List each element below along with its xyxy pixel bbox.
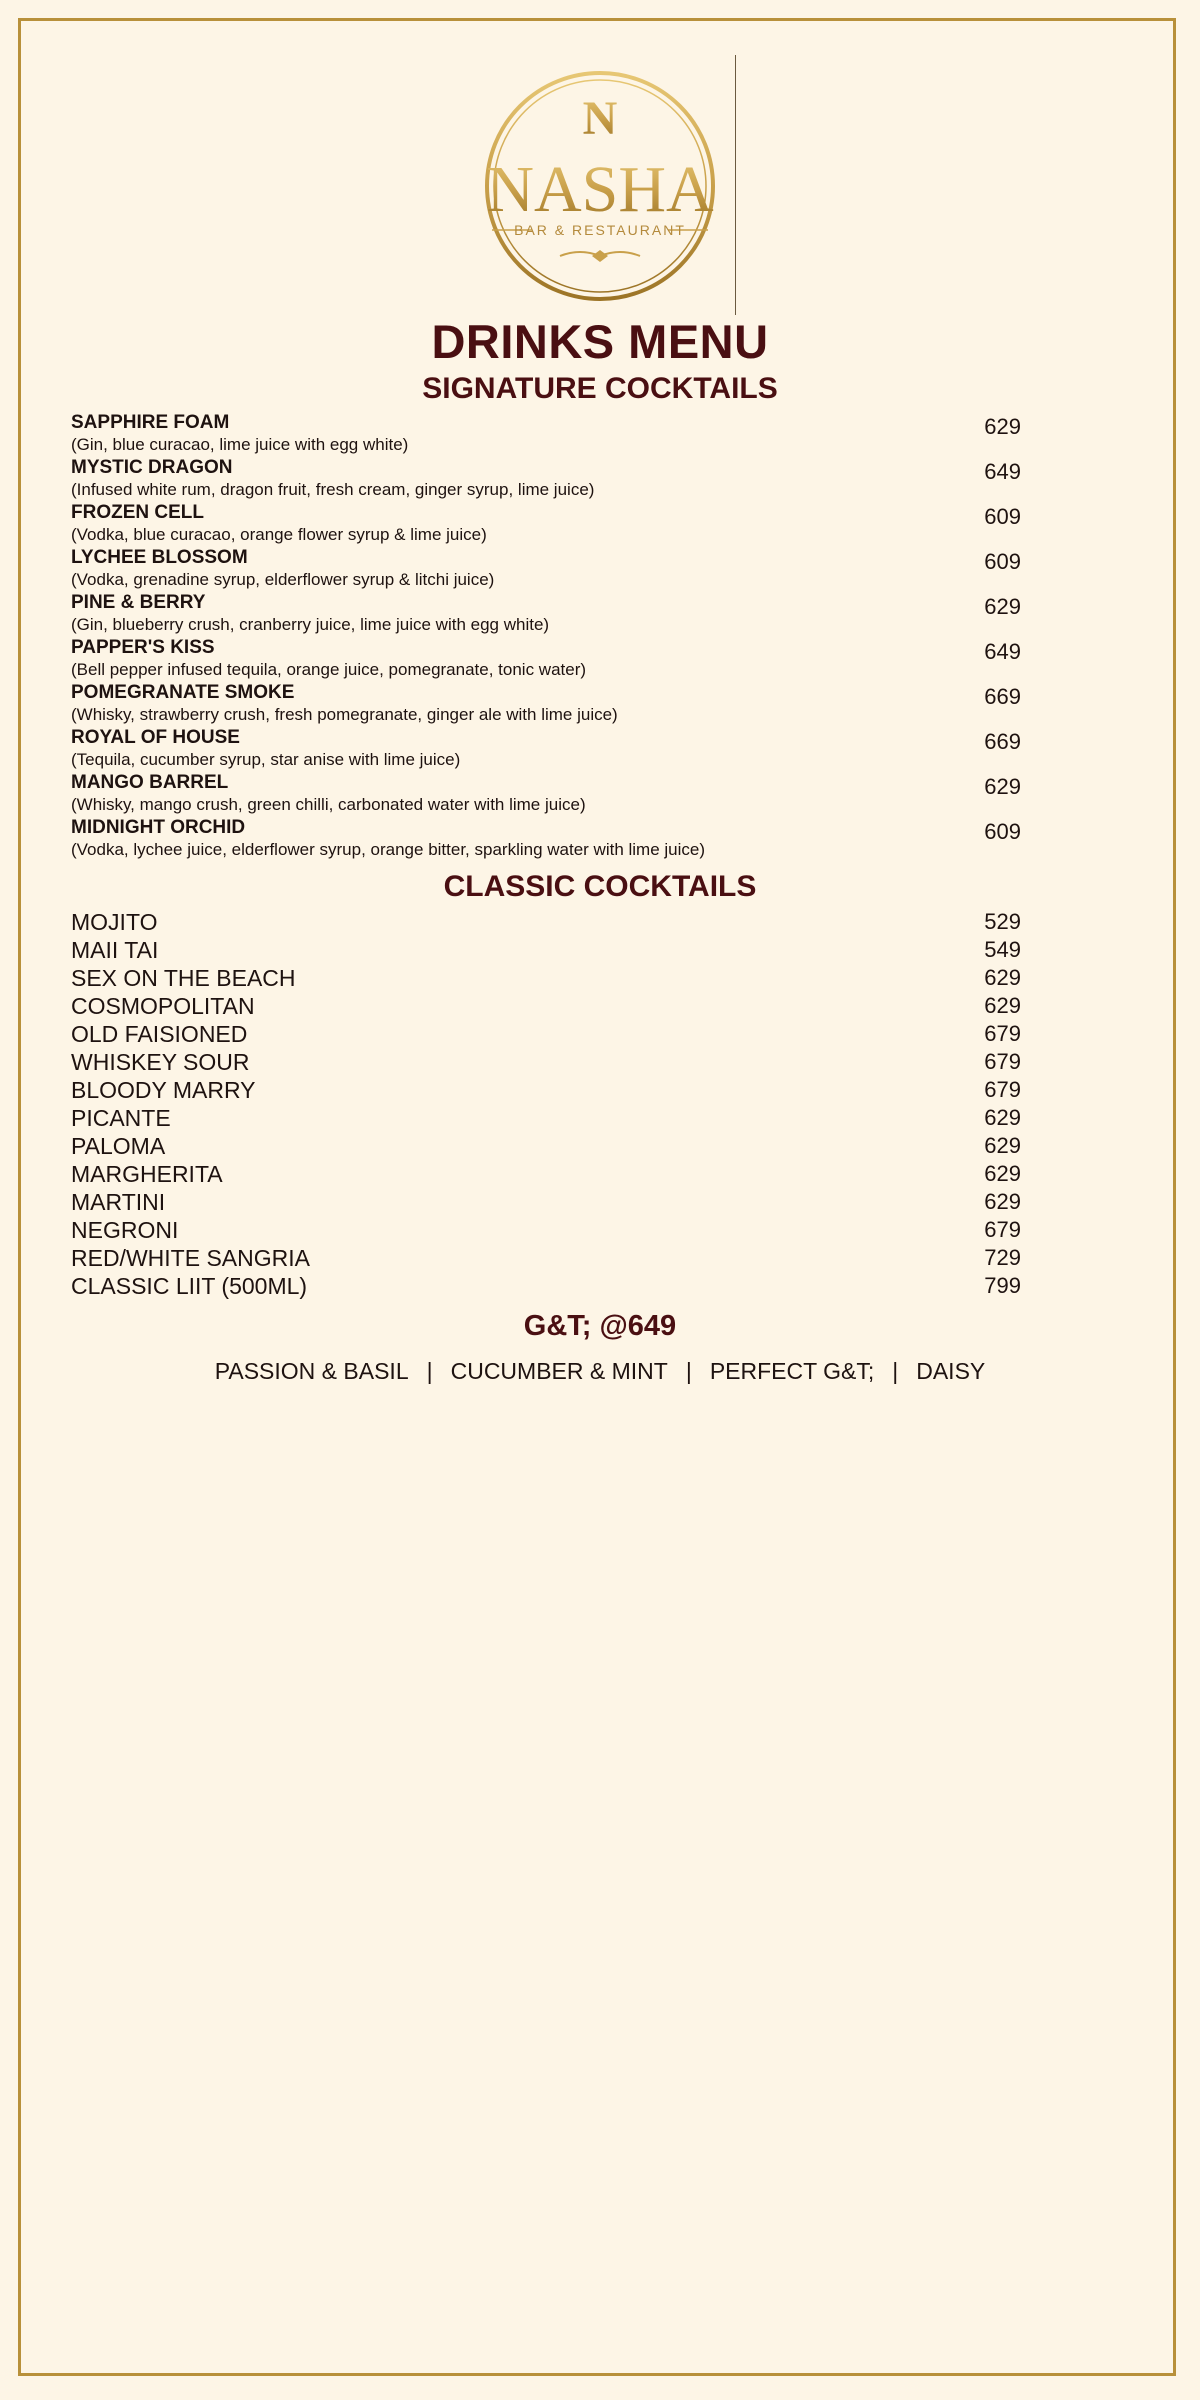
item-name: PALOMA — [71, 1133, 166, 1159]
list-item — [71, 637, 1021, 682]
nasha-logo — [470, 68, 730, 308]
list-item — [71, 1216, 1021, 1244]
gt-options — [0, 1357, 1200, 1385]
gt-option: PERFECT G&T; — [709, 1358, 875, 1384]
gt-option: CUCUMBER & MINT — [450, 1358, 668, 1384]
item-name: WHISKEY SOUR — [71, 1049, 250, 1075]
item-name: SEX ON THE BEACH — [71, 965, 296, 991]
list-item — [71, 1132, 1021, 1160]
item-name: MAII TAI — [71, 937, 159, 963]
list-item — [71, 1104, 1021, 1132]
item-name: RED/WHITE SANGRIA — [71, 1245, 310, 1271]
item-price: 679 — [984, 1077, 1021, 1102]
item-name: MANGO BARREL — [71, 772, 229, 793]
signature-title: SIGNATURE COCKTAILS — [422, 372, 778, 405]
item-price: 629 — [984, 1133, 1021, 1158]
item-description: (Vodka, blue curacao, orange flower syrup & lime juice) — [71, 525, 487, 544]
item-name: BLOODY MARRY — [71, 1077, 256, 1103]
list-item — [71, 1020, 1021, 1048]
item-price: 679 — [984, 1021, 1021, 1046]
item-name: CLASSIC LIIT (500ML) — [71, 1273, 308, 1299]
list-item — [71, 1244, 1021, 1272]
item-name: LYCHEE BLOSSOM — [71, 547, 248, 568]
separator: | — [426, 1358, 433, 1384]
item-price: 649 — [984, 639, 1021, 664]
item-name: OLD FAISIONED — [71, 1021, 248, 1047]
separator: | — [892, 1358, 899, 1384]
list-item — [71, 457, 1021, 502]
item-price: 679 — [984, 1217, 1021, 1242]
item-price: 629 — [984, 1105, 1021, 1130]
list-item — [71, 772, 1021, 817]
list-item — [71, 992, 1021, 1020]
item-description: (Infused white rum, dragon fruit, fresh cream, ginger syrup, lime juice) — [71, 480, 595, 499]
list-item — [71, 502, 1021, 547]
item-name: MYSTIC DRAGON — [71, 457, 233, 478]
item-price: 669 — [984, 684, 1021, 709]
logo-divider — [735, 55, 736, 315]
item-price: 669 — [984, 729, 1021, 754]
logo-tagline: BAR & RESTAURANT — [514, 222, 686, 238]
item-price: 609 — [984, 504, 1021, 529]
list-item — [71, 1076, 1021, 1104]
gt-option: PASSION & BASIL — [214, 1358, 409, 1384]
item-name: POMEGRANATE SMOKE — [71, 682, 295, 703]
item-description: (Bell pepper infused tequila, orange juice, pomegranate, tonic water) — [71, 660, 587, 679]
signature-list — [71, 412, 1021, 862]
item-price: 549 — [984, 937, 1021, 962]
item-price: 629 — [984, 993, 1021, 1018]
list-item — [71, 682, 1021, 727]
list-item — [71, 964, 1021, 992]
logo-wordmark: NASHA — [486, 153, 714, 226]
item-name: NEGRONI — [71, 1217, 179, 1243]
list-item — [71, 1048, 1021, 1076]
list-item — [71, 908, 1021, 936]
item-name: ROYAL OF HOUSE — [71, 727, 240, 748]
item-price: 729 — [984, 1245, 1021, 1270]
item-price: 629 — [984, 965, 1021, 990]
item-price: 629 — [984, 774, 1021, 799]
list-item — [71, 1188, 1021, 1216]
list-item — [71, 936, 1021, 964]
item-description: (Whisky, strawberry crush, fresh pomegranate, ginger ale with lime juice) — [71, 705, 618, 724]
item-description: (Tequila, cucumber syrup, star anise with lime juice) — [71, 750, 461, 769]
item-name: MARGHERITA — [71, 1161, 223, 1187]
list-item — [71, 412, 1021, 457]
item-description: (Vodka, grenadine syrup, elderflower syrup & litchi juice) — [71, 570, 495, 589]
item-name: MARTINI — [71, 1189, 166, 1215]
list-item — [71, 1272, 1021, 1300]
classic-list — [71, 908, 1021, 1300]
item-price: 629 — [984, 414, 1021, 439]
gt-title: G&T; @649 — [523, 1310, 677, 1342]
item-name: PINE & BERRY — [71, 592, 206, 613]
separator: | — [685, 1358, 692, 1384]
item-description: (Gin, blueberry crush, cranberry juice, lime juice with egg white) — [71, 615, 550, 634]
item-price: 679 — [984, 1049, 1021, 1074]
list-item — [71, 1160, 1021, 1188]
item-price: 799 — [984, 1273, 1021, 1298]
item-description: (Whisky, mango crush, green chilli, carbonated water with lime juice) — [71, 795, 586, 814]
item-price: 649 — [984, 459, 1021, 484]
item-price: 629 — [984, 1189, 1021, 1214]
item-description: (Gin, blue curacao, lime juice with egg white) — [71, 435, 409, 454]
item-name: PAPPER'S KISS — [71, 637, 215, 658]
item-name: MOJITO — [71, 909, 158, 935]
item-price: 609 — [984, 549, 1021, 574]
item-price: 609 — [984, 819, 1021, 844]
list-item — [71, 592, 1021, 637]
item-name: SAPPHIRE FOAM — [71, 412, 230, 433]
item-description: (Vodka, lychee juice, elderflower syrup, orange bitter, sparkling water with lime juice) — [71, 840, 706, 859]
menu-title: DRINKS MENU — [431, 315, 769, 368]
item-name: FROZEN CELL — [71, 502, 204, 523]
item-price: 529 — [984, 909, 1021, 934]
list-item — [71, 817, 1021, 862]
item-price: 629 — [984, 1161, 1021, 1186]
item-name: PICANTE — [71, 1105, 171, 1131]
gt-option: DAISY — [916, 1358, 986, 1384]
list-item — [71, 727, 1021, 772]
list-item — [71, 547, 1021, 592]
classic-title: CLASSIC COCKTAILS — [443, 870, 757, 903]
logo-monogram: N — [582, 92, 618, 145]
item-name: MIDNIGHT ORCHID — [71, 817, 246, 838]
item-price: 629 — [984, 594, 1021, 619]
item-name: COSMOPOLITAN — [71, 993, 255, 1019]
